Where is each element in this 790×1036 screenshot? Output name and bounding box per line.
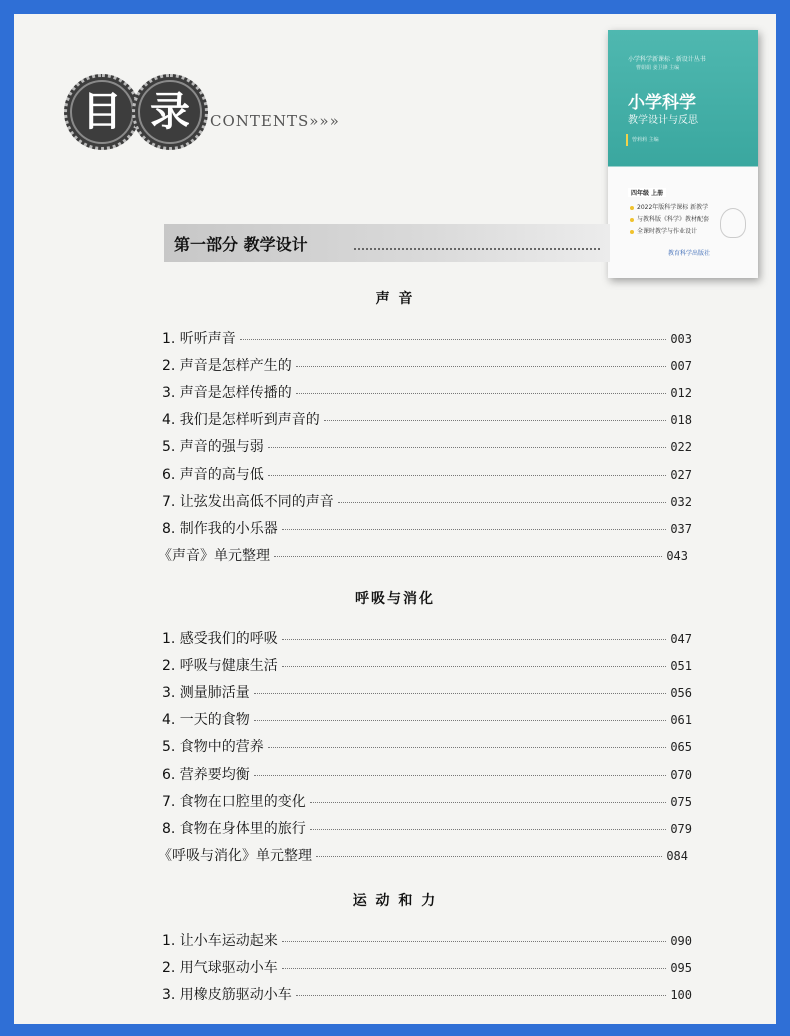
toc-entry[interactable] — [162, 736, 692, 758]
section-title: 声 音 — [375, 291, 415, 307]
dot-leader — [268, 447, 667, 448]
dot-leader — [282, 941, 667, 942]
dot-leader — [316, 856, 662, 857]
section-title: 呼吸与消化 — [355, 591, 435, 607]
toc-entry-title: 3. 声音是怎样传播的 — [162, 385, 292, 402]
bullet-icon — [630, 230, 634, 234]
part-title: 第一部分 教学设计 — [174, 235, 308, 254]
heading-circle-1 — [64, 74, 140, 150]
toc-entry-title: 4. 一天的食物 — [162, 712, 250, 729]
dot-leader — [254, 720, 667, 721]
toc-entry-page: 051 — [670, 659, 692, 674]
dot-leader — [282, 529, 667, 530]
toc-entry[interactable] — [162, 464, 692, 486]
book-grade: 四年级 上册 — [628, 188, 666, 197]
toc-entry-page: 037 — [670, 521, 692, 536]
toc-entry[interactable] — [162, 682, 692, 704]
banner-leader — [354, 248, 600, 250]
toc-entry[interactable] — [162, 957, 692, 979]
toc-entry-title: 3. 测量肺活量 — [162, 685, 250, 702]
dot-leader — [282, 666, 667, 667]
toc-entry-title: 《声音》单元整理 — [158, 547, 270, 564]
toc-entry-title: 1. 让小车运动起来 — [162, 933, 278, 949]
dot-leader — [254, 775, 667, 776]
dot-leader — [268, 475, 667, 476]
toc-entry-title: 《呼吸与消化》单元整理 — [158, 847, 312, 864]
toc-entry-page: 056 — [670, 686, 692, 701]
toc-entry-page: 070 — [670, 767, 692, 782]
toc-entry-page: 047 — [670, 632, 692, 646]
toc-entry-title: 6. 营养要均衡 — [162, 766, 250, 783]
toc-heading — [64, 74, 340, 154]
book-feature-1: 2022年版科学课标 新教学 — [630, 202, 708, 211]
dot-leader — [282, 639, 667, 640]
toc-entry-page: 084 — [666, 848, 688, 863]
toc-entry-page: 100 — [670, 988, 692, 1003]
toc-entry[interactable] — [162, 518, 692, 540]
toc-entry[interactable] — [158, 845, 688, 867]
toc-entry[interactable] — [162, 984, 692, 1006]
toc-entry-title: 8. 制作我的小乐器 — [162, 520, 278, 537]
toc-entry-page: 079 — [670, 821, 692, 836]
book-title: 小学科学 — [628, 93, 696, 113]
dot-leader — [282, 968, 667, 969]
toc-entry-page: 061 — [670, 713, 692, 728]
toc-entry-page: 032 — [670, 494, 692, 509]
dot-leader — [274, 556, 662, 557]
dot-leader — [296, 393, 667, 394]
toc-entry[interactable] — [162, 791, 692, 813]
toc-entry-page: 027 — [670, 467, 692, 482]
toc-entry-title: 7. 食物在口腔里的变化 — [162, 793, 306, 810]
toc-entry-page: 065 — [670, 740, 692, 755]
toc-entry[interactable] — [162, 764, 692, 786]
book-feature-3: 全课时教学与作业设计 — [630, 226, 697, 235]
toc-entry-title: 2. 用气球驱动小车 — [162, 960, 278, 977]
toc-entry[interactable] — [162, 328, 692, 350]
toc-entry[interactable] — [162, 491, 692, 513]
dot-leader — [338, 502, 667, 503]
dot-leader — [296, 366, 667, 367]
toc-entry[interactable] — [162, 382, 692, 404]
toc-entry[interactable] — [162, 628, 692, 650]
dot-leader — [268, 747, 667, 748]
toc-entry[interactable] — [162, 655, 692, 677]
toc-entry-title: 6. 声音的高与低 — [162, 466, 264, 483]
heading-char-1: 目 — [82, 88, 122, 135]
dot-leader — [240, 339, 667, 340]
book-series: 小学科学新课标 · 新设计丛书 — [628, 56, 706, 63]
part-banner — [164, 224, 610, 262]
toc-entry-title: 5. 声音的强与弱 — [162, 439, 264, 456]
toc-entry-title: 2. 呼吸与健康生活 — [162, 658, 278, 675]
toc-entry-page: 003 — [670, 332, 692, 346]
book-authors: 曹娟娟 姜卫锋 主编 — [636, 65, 680, 71]
contents-label: CONTENTS»»» — [210, 112, 340, 130]
dot-leader — [324, 420, 667, 421]
toc-entry-page: 007 — [670, 359, 692, 374]
toc-entry[interactable] — [162, 930, 692, 952]
toc-entry[interactable] — [162, 709, 692, 731]
toc-entry-page: 043 — [666, 548, 688, 563]
toc-entry-page: 018 — [670, 413, 692, 428]
book-author-line: 曾莉莉 主编 — [632, 137, 659, 143]
heading-char-2: 录 — [150, 88, 190, 135]
toc-entry-title: 8. 食物在身体里的旅行 — [162, 820, 306, 837]
book-cover-image — [608, 30, 758, 278]
book-accent-bar — [626, 134, 628, 146]
toc-entry-page: 090 — [670, 934, 692, 948]
toc-entry[interactable] — [158, 545, 688, 567]
toc-entry[interactable] — [162, 818, 692, 840]
toc-entry-title: 2. 声音是怎样产生的 — [162, 358, 292, 375]
dot-leader — [310, 802, 667, 803]
heading-circle-2 — [132, 74, 208, 150]
toc-entry-page: 075 — [670, 794, 692, 809]
book-publisher: 教育科学出版社 — [668, 250, 711, 257]
toc-entry-title: 5. 食物中的营养 — [162, 739, 264, 756]
book-feature-2: 与教科版《科学》教材配套 — [630, 214, 709, 223]
toc-entry[interactable] — [162, 355, 692, 377]
toc-entry[interactable] — [162, 409, 692, 431]
dot-leader — [310, 829, 667, 830]
bullet-icon — [630, 206, 634, 210]
toc-page — [14, 14, 776, 1024]
dot-leader — [254, 693, 667, 694]
toc-entry-title: 1. 听听声音 — [162, 331, 236, 347]
section-title: 运 动 和 力 — [352, 893, 438, 909]
toc-entry-title: 3. 用橡皮筋驱动小车 — [162, 987, 292, 1004]
toc-entry-page: 022 — [670, 440, 692, 455]
bullet-icon — [630, 218, 634, 222]
toc-entry-page: 012 — [670, 386, 692, 401]
toc-entry-title: 7. 让弦发出高低不同的声音 — [162, 493, 334, 510]
toc-entry-title: 1. 感受我们的呼吸 — [162, 631, 278, 647]
lightbulb-icon — [720, 208, 746, 238]
book-subtitle: 教学设计与反思 — [628, 115, 698, 126]
toc-entry-page: 095 — [670, 961, 692, 976]
toc-entry[interactable] — [162, 436, 692, 458]
dot-leader — [296, 995, 667, 996]
toc-entry-title: 4. 我们是怎样听到声音的 — [162, 412, 320, 429]
